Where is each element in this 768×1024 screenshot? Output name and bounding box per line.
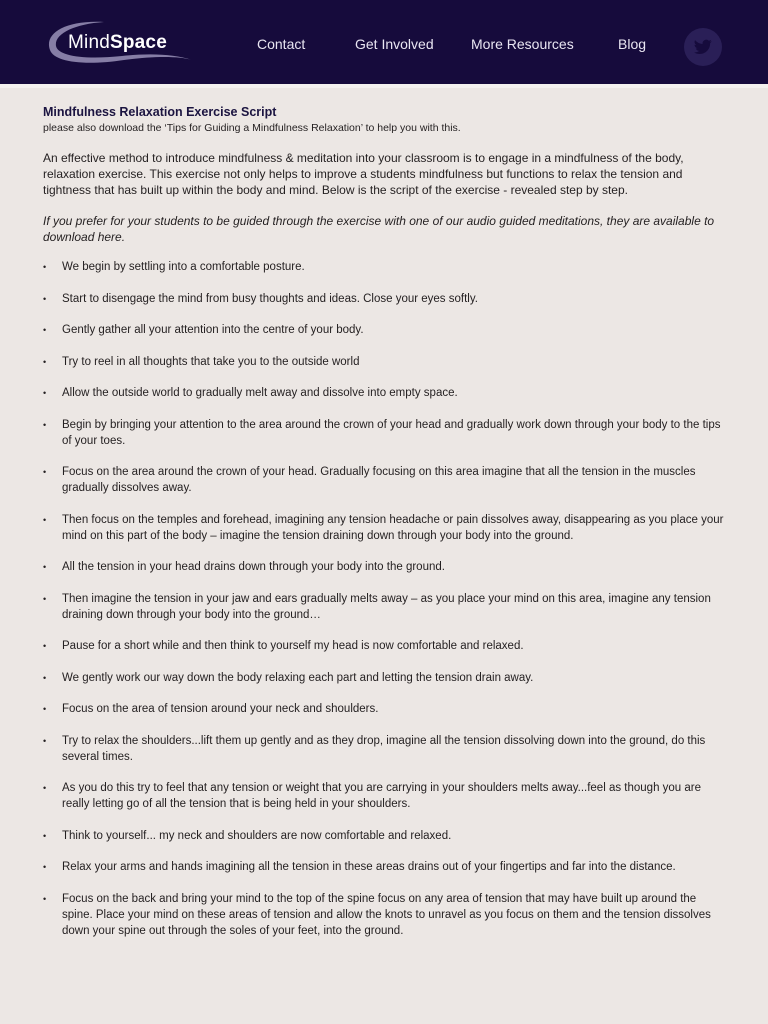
list-item: • We gently work our way down the body relaxing each part and letting the tension drain away. <box>43 670 728 686</box>
nav-get-involved[interactable]: Get Involved <box>355 36 434 52</box>
list-item: • Begin by bringing your attention to the area around the crown of your head and gradually work down through your body to the tips of your toes. <box>43 417 728 449</box>
list-item: • Allow the outside world to gradually melt away and dissolve into empty space. <box>43 385 728 401</box>
list-item: • Then imagine the tension in your jaw and ears gradually melts away – as you place your mind on this area, imagine any tension draining down through your body into the ground… <box>43 591 728 623</box>
document-subtitle: please also download the ‘Tips for Guiding a Mindfulness Relaxation’ to help you with this. <box>43 122 461 134</box>
intro-paragraph: An effective method to introduce mindfulness & meditation into your classroom is to engage in a mindfulness of the body, relaxation exercise. This exercise not only helps to improve a students mindfulness but functions to relax the tension and tightness that has built up within the body and mind. Below is the script of the exercise - revealed step by step. <box>43 151 684 197</box>
list-item: • As you do this try to feel that any tension or weight that you are carrying in your shoulders melts away...feel as though you are really letting go of all the tension that is being held in your shoulders. <box>43 780 728 812</box>
twitter-icon <box>694 39 712 55</box>
nav-more-resources[interactable]: More Resources <box>471 36 574 52</box>
list-item: • Start to disengage the mind from busy thoughts and ideas. Close your eyes softly. <box>43 291 728 307</box>
list-item: • Focus on the area of tension around your neck and shoulders. <box>43 701 728 717</box>
twitter-button[interactable] <box>684 28 722 66</box>
audio-download-note[interactable]: If you prefer for your students to be guided through the exercise with one of our audio guided meditations, they are available to download here. <box>43 214 715 244</box>
list-item: • Then focus on the temples and forehead, imagining any tension headache or pain dissolves away, disappearing as you place your mind on this part of the body – imagine the tension draining down through your body into the ground. <box>43 512 728 544</box>
list-item: • Relax your arms and hands imagining all the tension in these areas drains out of your fingertips and far into the distance. <box>43 859 728 875</box>
list-item: • Pause for a short while and then think to yourself my head is now comfortable and relaxed. <box>43 638 728 654</box>
document-title: Mindfulness Relaxation Exercise Script <box>43 105 277 119</box>
logo-wordmark <box>68 32 167 54</box>
logo-word-mind: Mind <box>68 32 110 53</box>
list-item: • We begin by settling into a comfortable posture. <box>43 259 728 275</box>
list-item: • Gently gather all your attention into the centre of your body. <box>43 322 728 338</box>
list-item: • Focus on the back and bring your mind to the top of the spine focus on any area of tension that may have built up around the spine. Place your mind on these areas of tension and allow the knots to unravel as you focus on them and the tension dissolves down your spine out through the soles of your feet, into the ground. <box>43 891 728 939</box>
list-item: • All the tension in your head drains down through your body into the ground. <box>43 559 728 575</box>
header-divider <box>0 84 768 88</box>
list-item: • Try to reel in all thoughts that take you to the outside world <box>43 354 728 370</box>
logo-word-space: Space <box>109 32 167 53</box>
exercise-steps-list <box>43 259 728 939</box>
mindspace-logo[interactable] <box>44 20 194 68</box>
site-header <box>0 0 768 84</box>
list-item: • Think to yourself... my neck and shoulders are now comfortable and relaxed. <box>43 828 728 844</box>
document-body <box>43 104 728 954</box>
list-item: • Focus on the area around the crown of your head. Gradually focusing on this area imagine that all the tension in the muscles gradually dissolves away. <box>43 464 728 496</box>
nav-contact[interactable]: Contact <box>257 36 306 52</box>
nav-blog[interactable]: Blog <box>618 36 647 52</box>
list-item: • Try to relax the shoulders...lift them up gently and as they drop, imagine all the tension dissolving down into the ground, do this several times. <box>43 733 728 765</box>
